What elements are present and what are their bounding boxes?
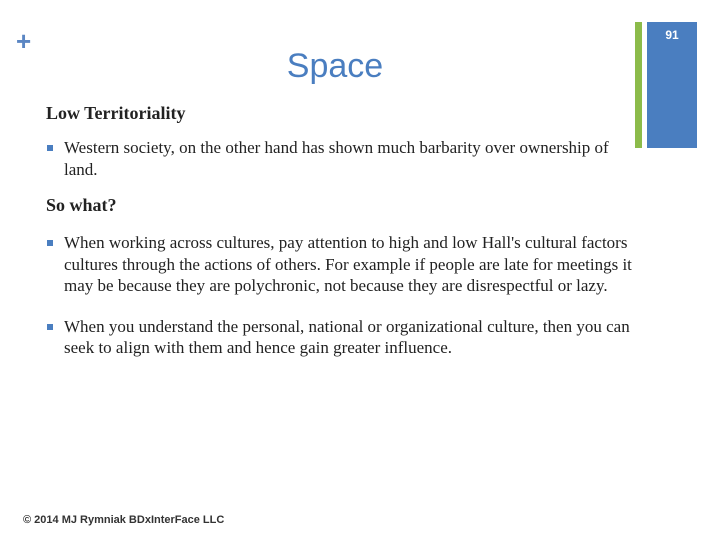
bullet-square-icon [47,145,53,151]
bullet-text: When you understand the personal, national or organizational culture, then you can seek to align with them and hence gain greater influence. [64,316,630,357]
bullet-item [46,137,636,180]
slide-title: Space [286,47,384,85]
bullet-square-icon [47,240,53,246]
section-heading-low-territoriality: Low Territoriality [46,103,186,123]
slide-content [46,100,636,359]
bullet-text: Western society, on the other hand has shown much barbarity over ownership of land. [64,138,609,179]
copyright-footer: © 2014 MJ Rymniak BDxInterFace LLC [23,514,225,526]
bullet-item [46,316,636,359]
slide-number: 91 [665,28,679,42]
plus-icon: + [16,26,32,56]
section-heading-so-what: So what? [46,195,117,215]
bullet-text: When working across cultures, pay attention to high and low Hall's cultural factors cultures through the actions of others. For example if people are late for meetings it may be because they are polychronic, not because they are disrespectful or lazy. [64,233,632,295]
bullet-square-icon [47,324,53,330]
bullet-item [46,232,636,297]
